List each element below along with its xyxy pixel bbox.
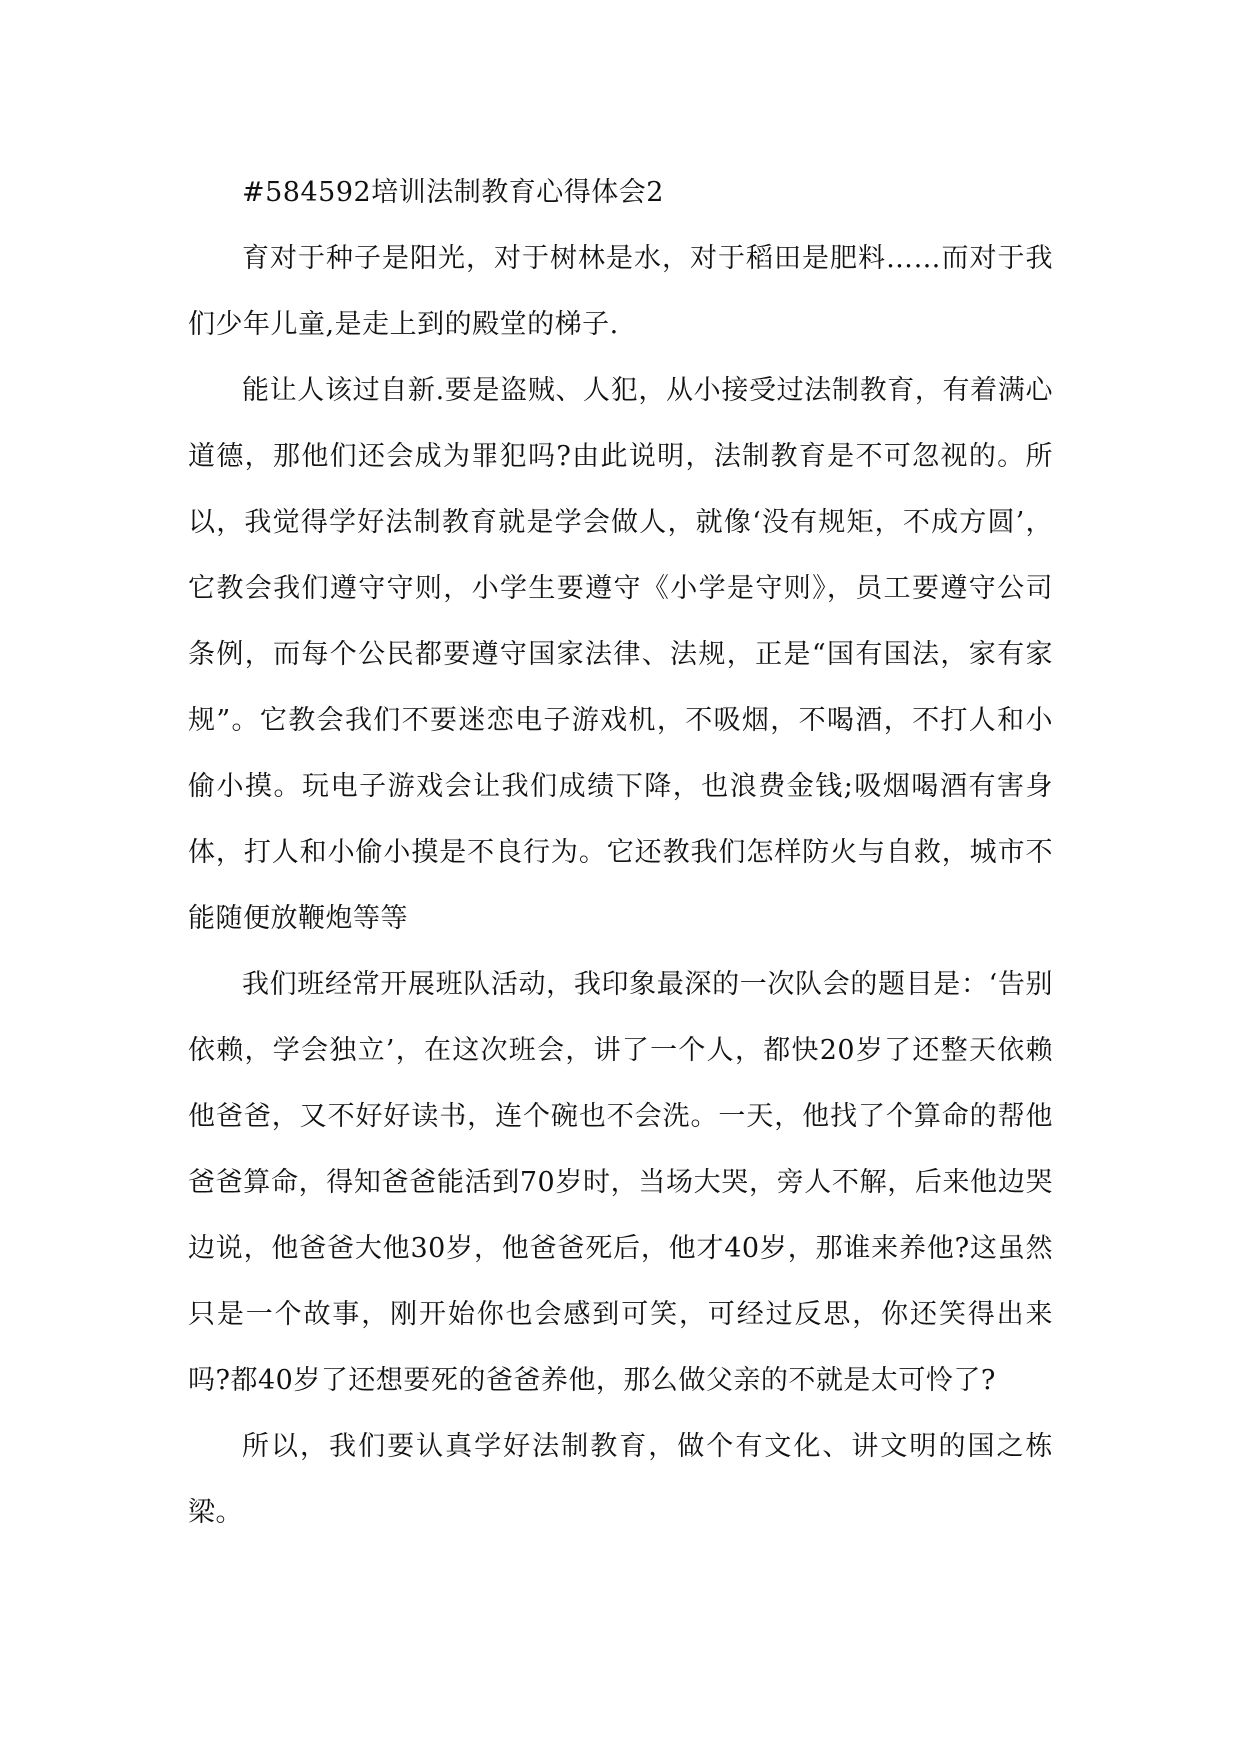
paragraph-class-meeting: 我们班经常开展班队活动，我印象最深的一次队会的题目是：‘告别依赖，学会独立’，在这次班会，讲了一个人，都快20岁了还整天依赖他爸爸，又不好好读书，连个碗也不会洗。一天，他找了个算命的帮他爸爸算命，得知爸爸能活到70岁时，当场大哭，旁人不解，后来他边哭边说，他爸爸大他30岁，他爸爸死后，他才40岁，那谁来养他?这虽然只是一个故事，刚开始你也会感到可笑，可经过反思，你还笑得出来吗?都40岁了还想要死的爸爸养他，那么做父亲的不就是太可怜了? [188,969,1053,1396]
paragraph-conclusion: 所以，我们要认真学好法制教育，做个有文化、讲文明的国之栋梁。 [188,1431,1053,1528]
paragraph-importance: 能让人该过自新.要是盗贼、人犯，从小接受过法制教育，有着满心道德，那他们还会成为罪犯吗?由此说明，法制教育是不可忽视的。所以，我觉得学好法制教育就是学会做人，就像‘没有规矩，不成方圆’，它教会我们遵守守则，小学生要遵守《小学是守则》，员工要遵守公司条例，而每个公民都要遵守国家法律、法规，正是“国有国法，家有家规”。它教会我们不要迷恋电子游戏机，不吸烟，不喝酒，不打人和小偷小摸。玩电子游戏会让我们成绩下降，也浪费金钱;吸烟喝酒有害身体，打人和小偷小摸是不良行为。它还教我们怎样防火与自救，城市不能随便放鞭炮等等 [188,375,1053,934]
document-body [188,160,1053,1546]
document-title: #584592培训法制教育心得体会2 [242,177,664,208]
paragraph-intro: 育对于种子是阳光，对于树林是水，对于稻田是肥料……而对于我们少年儿童,是走上到的殿堂的梯子. [188,243,1053,340]
